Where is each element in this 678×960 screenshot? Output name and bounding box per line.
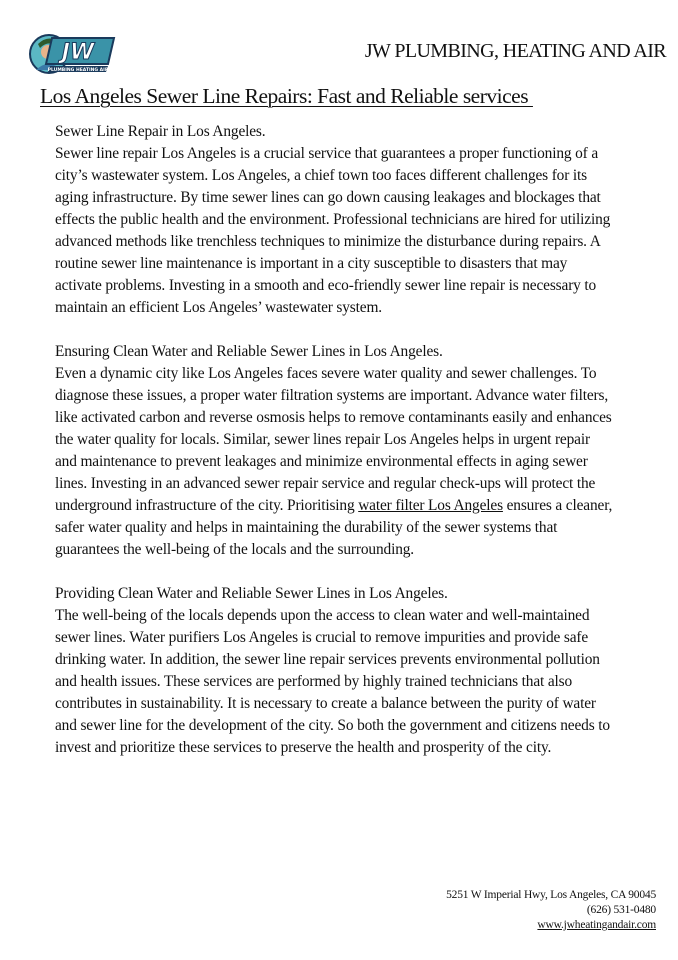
footer-phone: (626) 531-0480 [586, 904, 656, 916]
paragraph-text-after-link: ensures a cleaner, safer water quality and helps in maintaining the durability of the sewer systems that guarantees the well-being of the locals and the surrounding. [55, 497, 613, 558]
logo-subtext: PLUMBING HEATING AIR [47, 68, 109, 73]
footer-address: 5251 W Imperial Hwy, Los Angeles, CA 90045 [446, 889, 656, 901]
section-heading: Ensuring Clean Water and Reliable Sewer Lines in Los Angeles. [55, 343, 443, 360]
section-heading: Sewer Line Repair in Los Angeles. [55, 123, 266, 140]
paragraph-text-before-link: Even a dynamic city like Los Angeles faces severe water quality and sewer challenges. To diagnose these issues, a proper water filtration systems are important. Advance water filters, like activated carbon and reverse osmosis helps to remove contaminants easily and enhances the water quality for locals. Similar, sewer lines repair Los Angeles helps in urgent repair and maintenance to prevent leakages and minimize environmental effects in aging sewer lines. Investing in an advanced sewer repair service and regular check-ups will protect the underground infrastructure of the city. Prioritising [55, 365, 612, 514]
company-name: JW PLUMBING, HEATING AND AIR [364, 40, 666, 62]
article-body [55, 121, 615, 781]
footer-website-link[interactable]: www.jwheatingandair.com [537, 919, 656, 931]
company-logo [28, 30, 118, 76]
water-filter-link[interactable]: water filter Los Angeles [358, 497, 503, 514]
footer-contact [446, 888, 656, 933]
section-sewer-line-repair [55, 121, 615, 319]
section-heading: Providing Clean Water and Reliable Sewer Lines in Los Angeles. [55, 585, 448, 602]
page-title: Los Angeles Sewer Line Repairs: Fast and Reliable services [40, 84, 533, 108]
section-paragraph [55, 363, 615, 561]
section-paragraph: The well-being of the locals depends upon the access to clean water and well-maintained sewer lines. Water purifiers Los Angeles is crucial to remove impurities and provide safe drinking water. In addition, the sewer line repair services prevents environmental pollution and health issues. These services are performed by highly trained technicians that also contributes in sustainability. It is necessary to create a balance between the purity of water and sewer line for the development of the city. So both the government and citizens needs to invest and prioritize these services to preserve the health and prosperity of the city. [55, 607, 610, 756]
logo-text: JW [61, 40, 95, 65]
section-paragraph: Sewer line repair Los Angeles is a crucial service that guarantees a proper functioning of a city’s wastewater system. Los Angeles, a chief town too faces different challenges for its aging infrastructure. By time sewer lines can go down causing leakages and blockages that effects the public health and the environment. Professional technicians are hired for utilizing advanced methods like trenchless techniques to minimize the disturbance during repairs. A routine sewer line maintenance is important in a city susceptible to disasters that may activate problems. Investing in a smooth and eco-friendly sewer line repair is necessary to maintain an efficient Los Angeles’ wastewater system. [55, 145, 611, 316]
section-ensuring-clean-water [55, 341, 615, 561]
section-providing-clean-water [55, 583, 615, 759]
company-logo-graphic [28, 30, 118, 76]
